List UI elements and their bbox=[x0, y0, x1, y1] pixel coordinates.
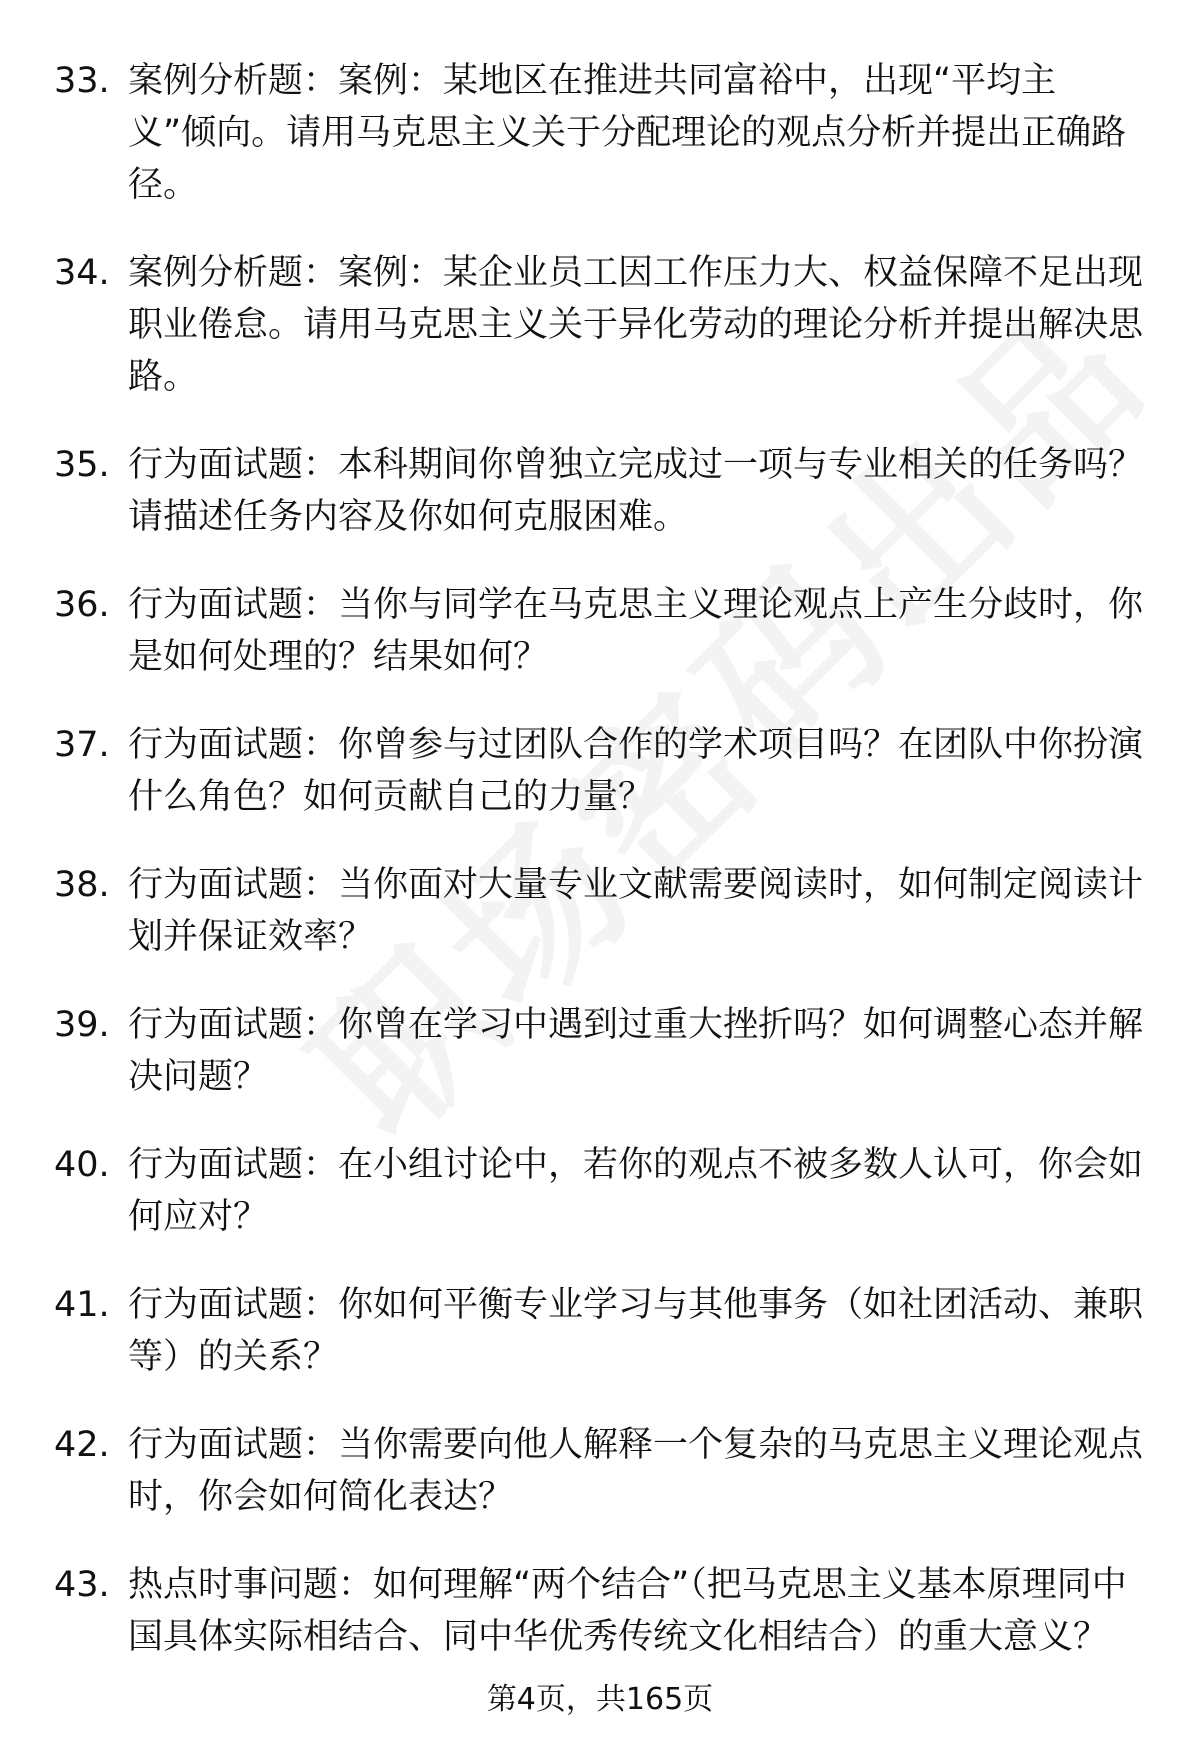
question-text: 行为面试题：当你需要向他人解释一个复杂的马克思主义理论观点时，你会如何简化表达？ bbox=[128, 1425, 1144, 1517]
question-item bbox=[0, 859, 1200, 963]
page-number-label: 第4页，共165页 bbox=[486, 1682, 714, 1717]
question-text: 案例分析题：案例：某地区在推进共同富裕中，出现“平均主义”倾向。请用马克思主义关于分配理论的观点分析并提出正确路径。 bbox=[128, 61, 1127, 205]
question-item bbox=[0, 579, 1200, 683]
question-text: 行为面试题：你如何平衡专业学习与其他事务（如社团活动、兼职等）的关系？ bbox=[128, 1285, 1144, 1377]
question-text: 案例分析题：案例：某企业员工因工作压力大、权益保障不足出现职业倦怠。请用马克思主义关于异化劳动的理论分析并提出解决思路。 bbox=[128, 253, 1144, 397]
question-number: 41. bbox=[54, 1285, 110, 1325]
question-item bbox=[0, 1139, 1200, 1243]
question-number: 34. bbox=[54, 253, 110, 293]
question-item bbox=[0, 1419, 1200, 1523]
question-number: 42. bbox=[54, 1425, 110, 1465]
question-number: 38. bbox=[54, 865, 110, 905]
question-text: 行为面试题：本科期间你曾独立完成过一项与专业相关的任务吗？请描述任务内容及你如何克服困难。 bbox=[128, 445, 1144, 537]
question-text: 行为面试题：你曾在学习中遇到过重大挫折吗？如何调整心态并解决问题？ bbox=[128, 1005, 1144, 1097]
question-number: 37. bbox=[54, 725, 110, 765]
question-item bbox=[0, 439, 1200, 543]
question-text: 行为面试题：你曾参与过团队合作的学术项目吗？在团队中你扮演什么角色？如何贡献自己的力量？ bbox=[128, 725, 1144, 817]
question-item bbox=[0, 999, 1200, 1103]
question-text: 行为面试题：在小组讨论中，若你的观点不被多数人认可，你会如何应对？ bbox=[128, 1145, 1144, 1237]
question-number: 43. bbox=[54, 1565, 110, 1605]
question-text: 热点时事问题：如何理解“两个结合”（把马克思主义基本原理同中国具体实际相结合、同中华优秀传统文化相结合）的重大意义？ bbox=[128, 1565, 1127, 1657]
question-list bbox=[0, 55, 1200, 1699]
question-number: 33. bbox=[54, 61, 110, 101]
question-item bbox=[0, 1559, 1200, 1663]
question-number: 35. bbox=[54, 445, 110, 485]
question-number: 36. bbox=[54, 585, 110, 625]
question-item bbox=[0, 719, 1200, 823]
question-number: 40. bbox=[54, 1145, 110, 1185]
question-item bbox=[0, 55, 1200, 211]
question-item bbox=[0, 247, 1200, 403]
question-text: 行为面试题：当你与同学在马克思主义理论观点上产生分歧时，你是如何处理的？结果如何？ bbox=[128, 585, 1144, 677]
question-text: 行为面试题：当你面对大量专业文献需要阅读时，如何制定阅读计划并保证效率？ bbox=[128, 865, 1144, 957]
question-item bbox=[0, 1279, 1200, 1383]
page-footer bbox=[0, 1680, 1200, 1720]
question-number: 39. bbox=[54, 1005, 110, 1045]
